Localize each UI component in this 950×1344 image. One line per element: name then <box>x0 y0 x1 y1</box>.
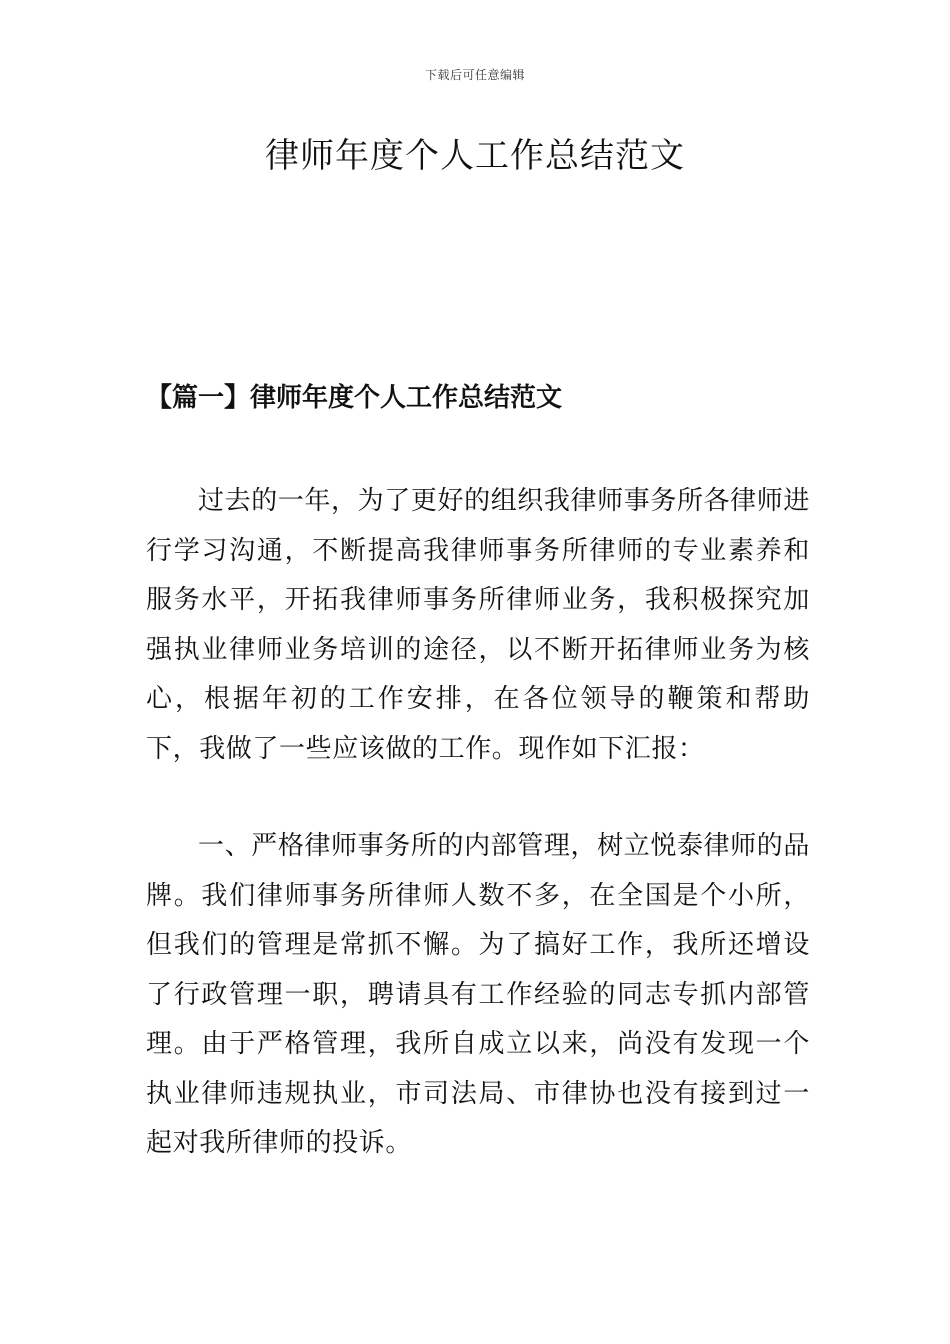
section-heading: 【篇一】律师年度个人工作总结范文 <box>146 383 563 413</box>
document-title: 律师年度个人工作总结范文 <box>265 136 685 176</box>
body-paragraph: 过去的一年，为了更好的组织我律师事务所各律师进行学习沟通，不断提高我律师事务所律师的专业素养和服务水平，开拓我律师事务所律师业务，我积极探究加强执业律师业务培训的途径，以不断开拓律师业务为核心，根据年初的工作安排，在各位领导的鞭策和帮助下，我做了一些应该做的工作。现作如下汇报： <box>146 486 810 764</box>
body-paragraph: 一、严格律师事务所的内部管理，树立悦泰律师的品牌。我们律师事务所律师人数不多，在全国是个小所，但我们的管理是常抓不懈。为了搞好工作，我所还增设了行政管理一职，聘请具有工作经验的同志专抓内部管理。由于严格管理，我所自成立以来，尚没有发现一个执业律师违规执业，市司法局、市律协也没有接到过一起对我所律师的投诉。 <box>146 831 810 1158</box>
header-note: 下载后可任意编辑 <box>424 68 525 82</box>
